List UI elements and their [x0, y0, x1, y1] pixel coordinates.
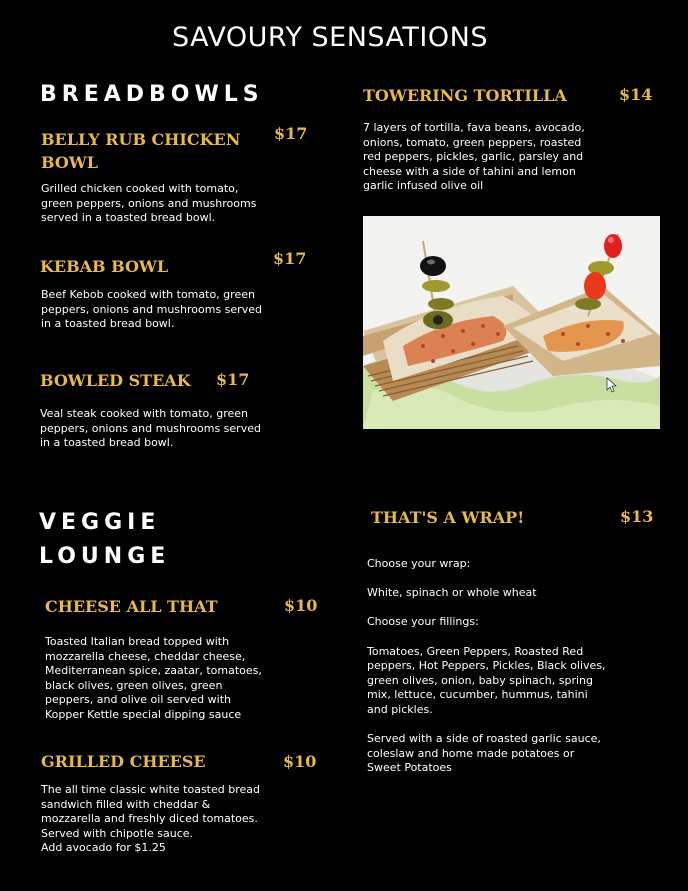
item-name-towering-tortilla: TOWERING TORTILLA	[363, 86, 567, 105]
item-price-belly-rub-chicken-bowl: $17	[274, 124, 308, 143]
section-heading-breadbowls: BREADBOWLS	[40, 82, 264, 107]
item-description-kebab-bowl: Beef Kebob cooked with tomato, green peppers, onions and mushrooms served in a toasted bread bowl.	[41, 288, 262, 331]
tortilla-illustration	[363, 216, 660, 429]
item-description-belly-rub-chicken-bowl: Grilled chicken cooked with tomato, green peppers, onions and mushrooms served in a toasted bread bowl.	[41, 182, 257, 225]
grilled-cheese-addon: Add avocado for $1.25	[41, 841, 166, 855]
item-name-grilled-cheese: GRILLED CHEESE	[41, 752, 206, 771]
item-name-bowled-steak: BOWLED STEAK	[40, 371, 191, 390]
item-name-thats-a-wrap: THAT'S A WRAP!	[371, 508, 525, 527]
item-price-grilled-cheese: $10	[283, 752, 317, 771]
wrap-details	[367, 557, 607, 776]
menu-title: SAVOURY SENSATIONS	[172, 22, 488, 53]
item-price-towering-tortilla: $14	[619, 85, 653, 104]
wrap-fillings-list: Tomatoes, Green Peppers, Roasted Red peppers, Hot Peppers, Pickles, Black olives, green olives, onion, baby spinach, spring mix, lettuce, cucumber, hummus, tahini and pickles.	[367, 644, 606, 716]
item-name-belly-rub-chicken-bowl: BELLY RUB CHICKEN BOWL	[41, 130, 241, 172]
item-name-kebab-bowl: KEBAB BOWL	[40, 257, 169, 276]
item-description-grilled-cheese	[41, 783, 261, 856]
section-heading-veggie-line2: LOUNGE	[39, 544, 171, 569]
item-description-bowled-steak: Veal steak cooked with tomato, green peppers, onions and mushrooms served in a toasted bread bowl.	[40, 407, 261, 450]
item-description-cheese-all-that: Toasted Italian bread topped with mozzarella cheese, cheddar cheese, Mediterranean spice, zaatar, tomatoes, black olives, green olives, green peppers, and olive oil served with Kopper Kettle special dipping sauce	[45, 635, 262, 721]
wrap-choose-fillings-label: Choose your fillings:	[367, 615, 479, 629]
item-price-kebab-bowl: $17	[273, 249, 307, 268]
section-heading-veggie-line1: VEGGIE	[39, 510, 161, 535]
grilled-cheese-description-text: The all time classic white toasted bread sandwich filled with cheddar & mozzarella and freshly diced tomatoes. Served with chipotle sauce.	[41, 783, 260, 840]
wrap-choose-wrap-label: Choose your wrap:	[367, 557, 471, 570]
wrap-served-with: Served with a side of roasted garlic sauce, coleslaw and home made potatoes or Sweet Potatoes	[367, 732, 601, 775]
item-price-cheese-all-that: $10	[284, 596, 318, 615]
item-price-thats-a-wrap: $13	[620, 507, 654, 526]
tortilla-photo	[363, 216, 660, 429]
wrap-options: White, spinach or whole wheat	[367, 586, 537, 600]
item-description-towering-tortilla: 7 layers of tortilla, fava beans, avocado, onions, tomato, green peppers, roasted red peppers, pickles, garlic, parsley and cheese with a side of tahini and lemon garlic infused olive oil	[363, 121, 585, 193]
item-name-cheese-all-that: CHEESE ALL THAT	[45, 597, 218, 616]
item-price-bowled-steak: $17	[216, 370, 250, 389]
